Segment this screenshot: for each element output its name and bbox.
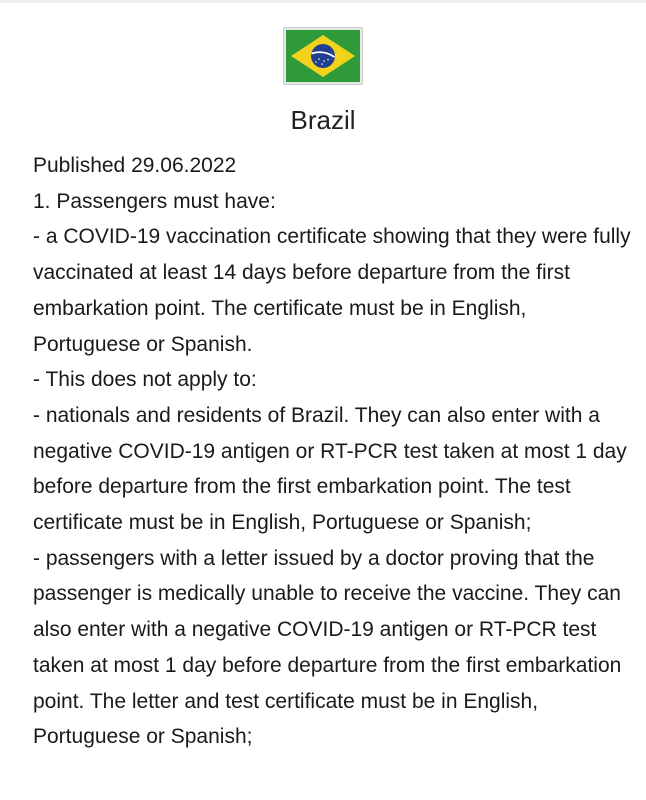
brazil-flag-icon — [283, 27, 363, 85]
entry-requirements-text — [33, 148, 633, 755]
country-header — [0, 27, 646, 136]
requirement-paragraph: - passengers with a letter issued by a doctor proving that the passenger is medically unable to receive the vaccine. They can also enter with a negative COVID-19 antigen or RT-PCR test taken at most 1 day before departure from the first embarkation point. The letter and test certificate must be in English, Portuguese or Spanish; — [33, 546, 622, 749]
published-date: Published 29.06.2022 — [33, 154, 237, 177]
requirement-paragraph: - a COVID-19 vaccination certificate showing that they were fully vaccinated at least 14 days before departure from the first embarkation point. The certificate must be in English, Portuguese or Spanish. — [33, 225, 631, 356]
top-divider — [0, 0, 646, 3]
requirement-paragraph: - nationals and residents of Brazil. They can also enter with a negative COVID-19 antigen or RT-PCR test taken at most 1 day before departure from the first embarkation point. The test certificate must be in English, Portuguese or Spanish; — [33, 403, 627, 535]
requirement-paragraph: - This does not apply to: — [33, 368, 257, 392]
country-title: Brazil — [290, 105, 356, 135]
requirement-paragraph: 1. Passengers must have: — [33, 189, 276, 213]
